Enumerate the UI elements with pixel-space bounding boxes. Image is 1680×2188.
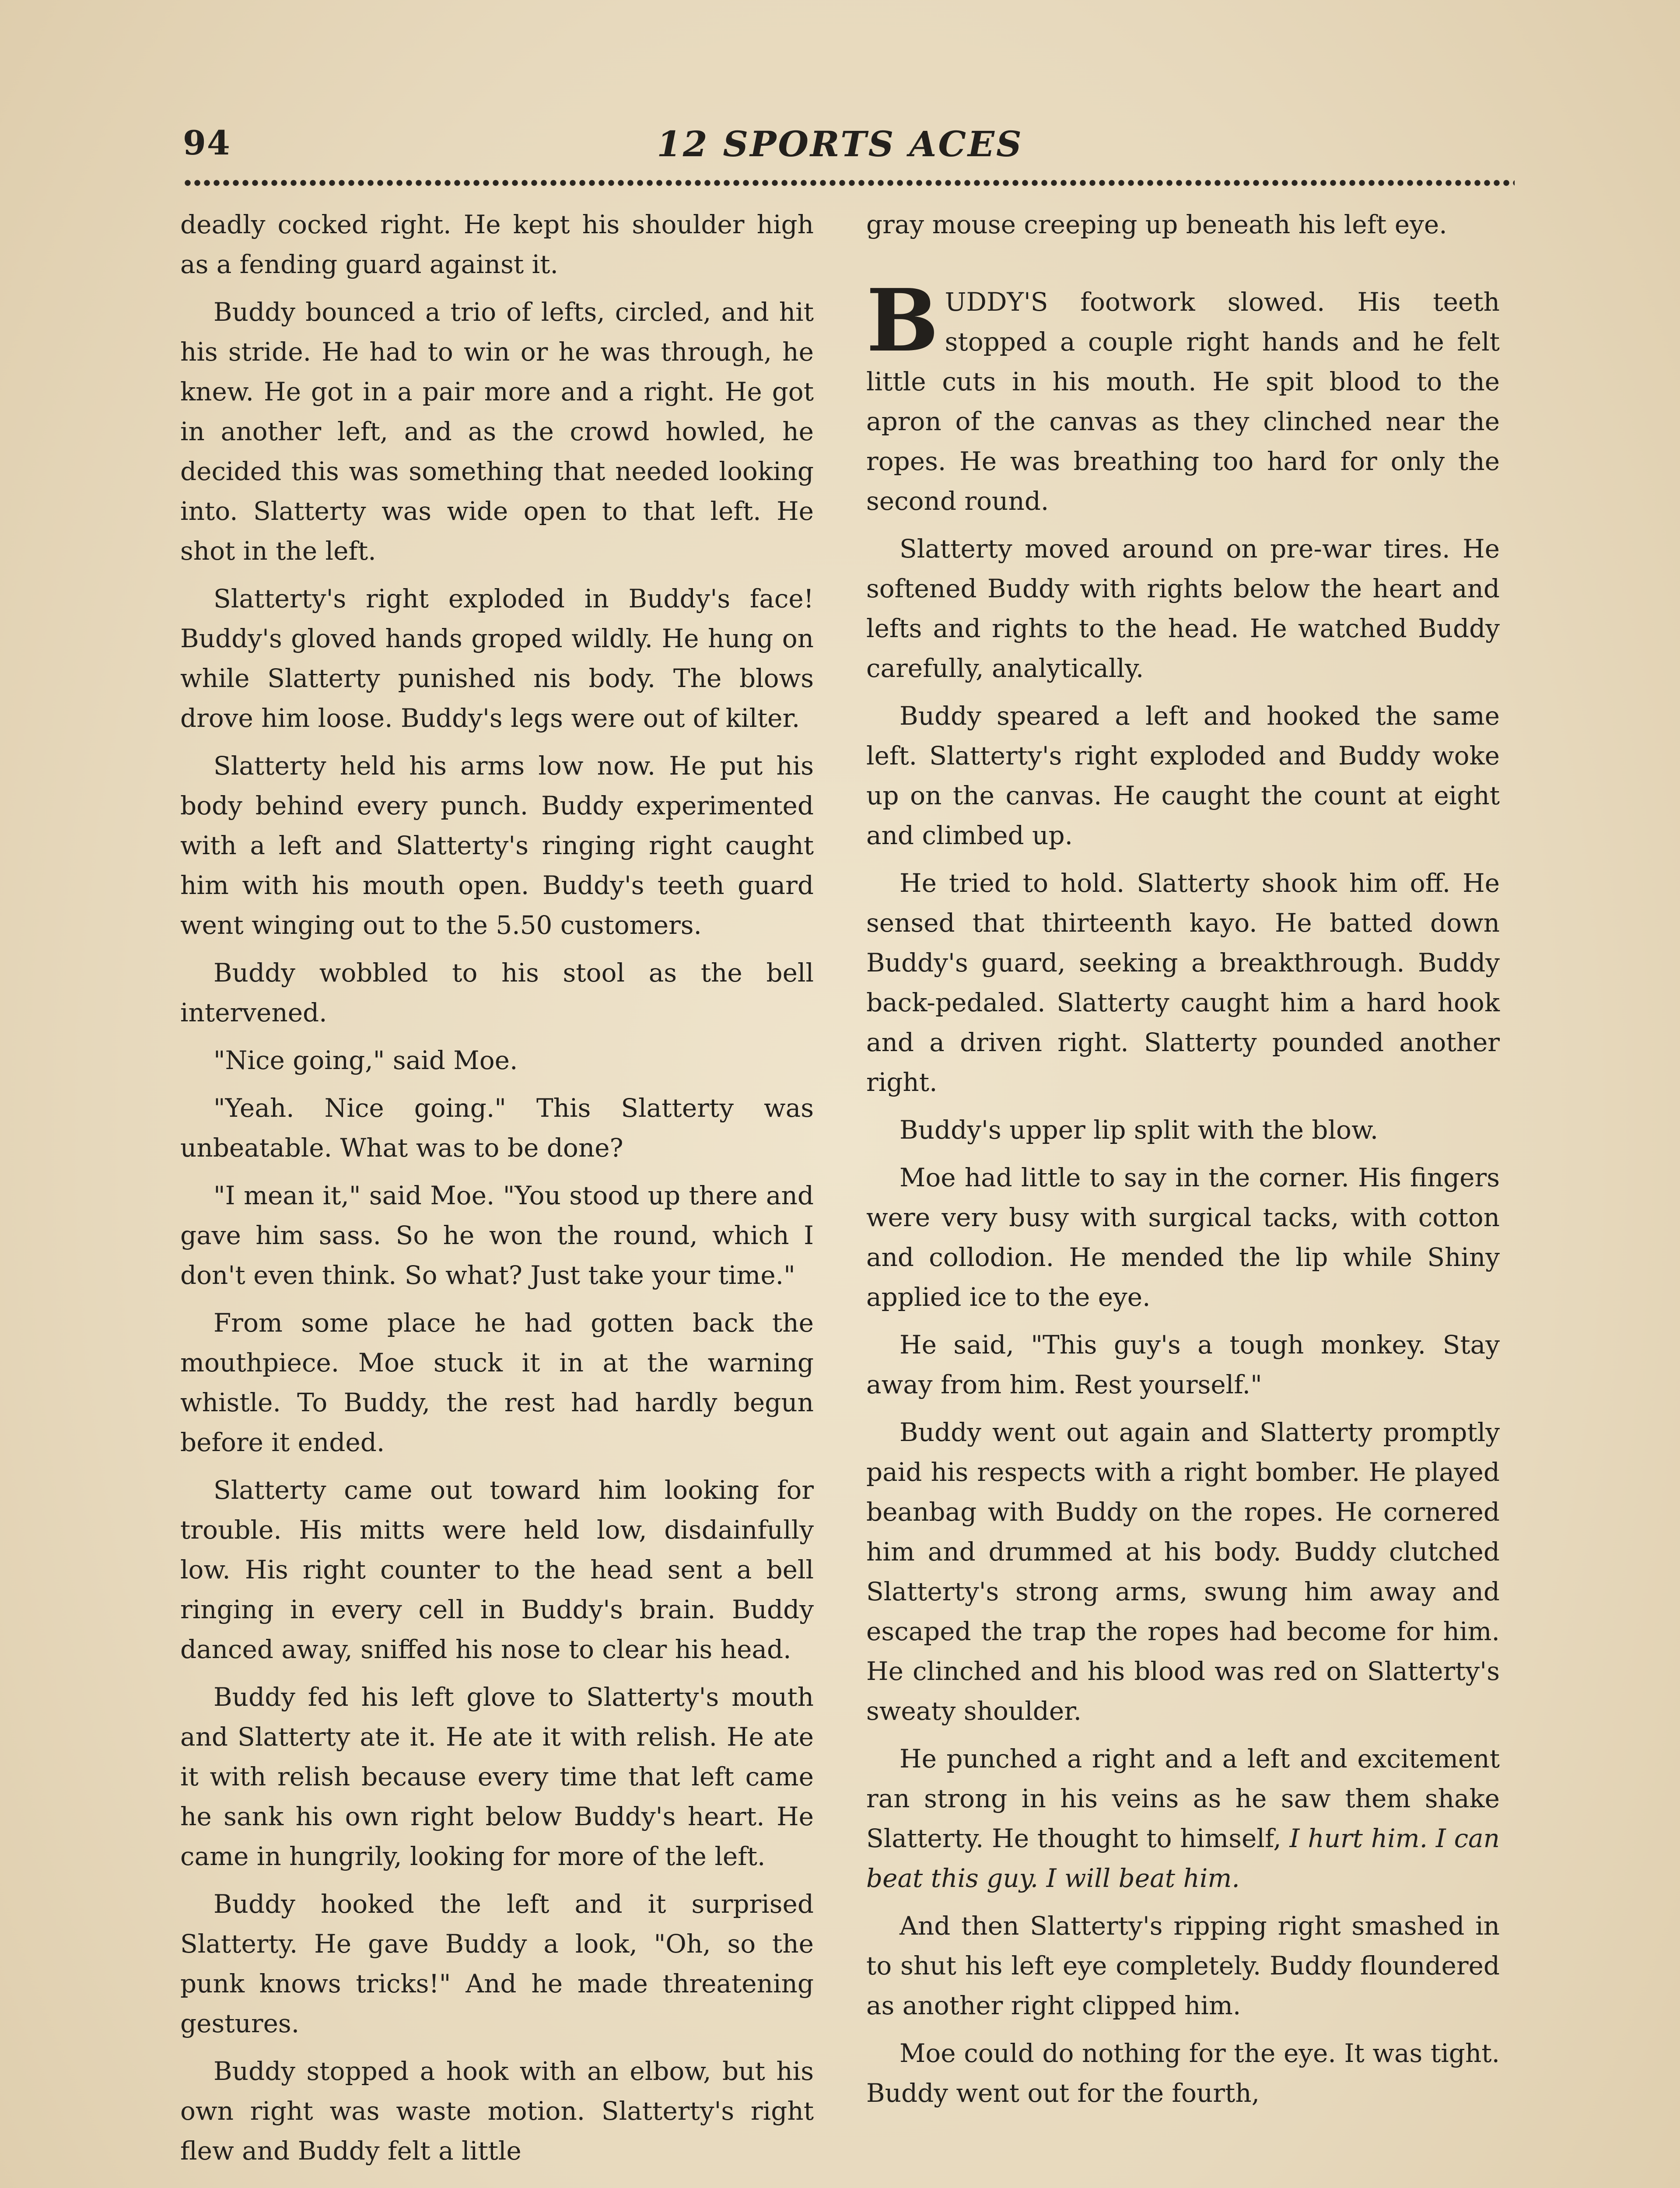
italic-thought: I hurt him. I can beat this guy. I will beat him. [866,1823,1500,1893]
paragraph: He said, "This guy's a tough monkey. Stay away from him. Rest yourself." [866,1330,1500,1399]
drop-cap-letter: B [866,270,939,371]
left-column [180,205,814,2179]
paragraph-dropcap [866,270,1500,521]
paragraph: Buddy went out again and Slatterty promptly paid his respects with a right bomber. He played beanbag with Buddy on the ropes. He cornered him and drummed at his body. Buddy clutched Slatterty's strong arms, swung him away and escaped the trap the ropes had become for him. He clinched and his blood was red on Slatterty's sweaty shoulder. [866,1417,1500,1726]
paragraph: Buddy fed his left glove to Slatterty's mouth and Slatterty ate it. He ate it with relish. He ate it with relish because every time that left came he sank his own right below Buddy's heart. He came in hungrily, looking for more of the left. [180,1682,814,1871]
paragraph: From some place he had gotten back the mouthpiece. Moe stuck it in at the warning whistle. To Buddy, the rest had hardly begun before it ended. [180,1308,814,1457]
paragraph-continuation: gray mouse creeping up beneath his left eye. [866,210,1447,239]
paragraph: Moe had little to say in the corner. His fingers were very busy with surgical tacks, with cotton and collodion. He mended the lip while Shiny applied ice to the eye. [866,1163,1500,1312]
paragraph: Slatterty held his arms low now. He put his body behind every punch. Buddy experimented with a left and Slatterty's ringing right caught him with his mouth open. Buddy's teeth guard went winging out to the 5.50 customers. [180,751,814,940]
paragraph: Buddy wobbled to his stool as the bell intervened. [180,958,814,1027]
paragraph-text: He punched a right and a left and excitement ran strong in his veins as he saw them shake Slatterty. He thought to himself, [866,1744,1500,1853]
paragraph: Buddy stopped a hook with an elbow, but his own right was waste motion. Slatterty's right flew and Buddy felt a little [180,2056,814,2166]
paragraph: Buddy hooked the left and it surprised Slatterty. He gave Buddy a look, "Oh, so the punk knows tricks!" And he made threatening gestures. [180,1889,814,2038]
paragraph: "I mean it," said Moe. "You stood up there and gave him sass. So he won the round, which I don't even think. So what? Just take your time." [180,1181,814,1290]
paragraph: He tried to hold. Slatterty shook him off. He sensed that thirteenth kayo. He batted down Buddy's guard, seeking a breakthrough. Buddy back-pedaled. Slatterty caught him a hard hook and a driven right. Slatterty pounded another right. [866,868,1500,1097]
paragraph: Moe could do nothing for the eye. It was tight. Buddy went out for the fourth, [866,2038,1500,2108]
dotted-header-rule [183,179,1515,187]
paragraph: Buddy's upper lip split with the blow. [900,1115,1379,1145]
paragraph: Slatterty moved around on pre-war tires. He softened Buddy with rights below the heart and lefts and rights to the head. He watched Buddy carefully, analytically. [866,534,1500,683]
paragraph: "Yeah. Nice going." This Slatterty was unbeatable. What was to be done? [180,1093,814,1163]
running-head-title: 12 SPORTS ACES [657,123,1023,165]
paragraph-with-italic-thought [866,1739,1500,1898]
paragraph: And then Slatterty's ripping right smashed in to shut his left eye completely. Buddy floundered as another right clipped him. [866,1911,1500,2020]
dropcap-paragraph-text: UDDY'S footwork slowed. His teeth stopped a couple right hands and he felt little cuts in his mouth. He spit blood to the apron of the canvas as they clinched near the ropes. He was breathing too hard for only the second round. [866,287,1500,516]
paragraph: Buddy speared a left and hooked the same left. Slatterty's right exploded and Buddy woke up on the canvas. He caught the count at eight and climbed up. [866,701,1500,850]
right-column [866,205,1500,2121]
paragraph: Buddy bounced a trio of lefts, circled, and hit his stride. He had to win or he was through, he knew. He got in a pair more and a right. He got in another left, and as the crowd howled, he decided this was something that needed looking into. Slatterty was wide open to that left. He shot in the left. [180,297,814,566]
paragraph: "Nice going," said Moe. [214,1045,518,1075]
paragraph: Slatterty came out toward him looking for trouble. His mitts were held low, disdainfully low. His right counter to the head sent a bell ringing in every cell in Buddy's brain. Buddy danced away, sniffed his nose to clear his head. [180,1475,814,1664]
paragraph: Slatterty's right exploded in Buddy's face! Buddy's gloved hands groped wildly. He hung on while Slatterty punished nis body. The blows drove him loose. Buddy's legs were out of kilter. [180,584,814,733]
page-number: 94 [183,123,231,162]
paragraph: deadly cocked right. He kept his shoulder high as a fending guard against it. [180,210,814,279]
